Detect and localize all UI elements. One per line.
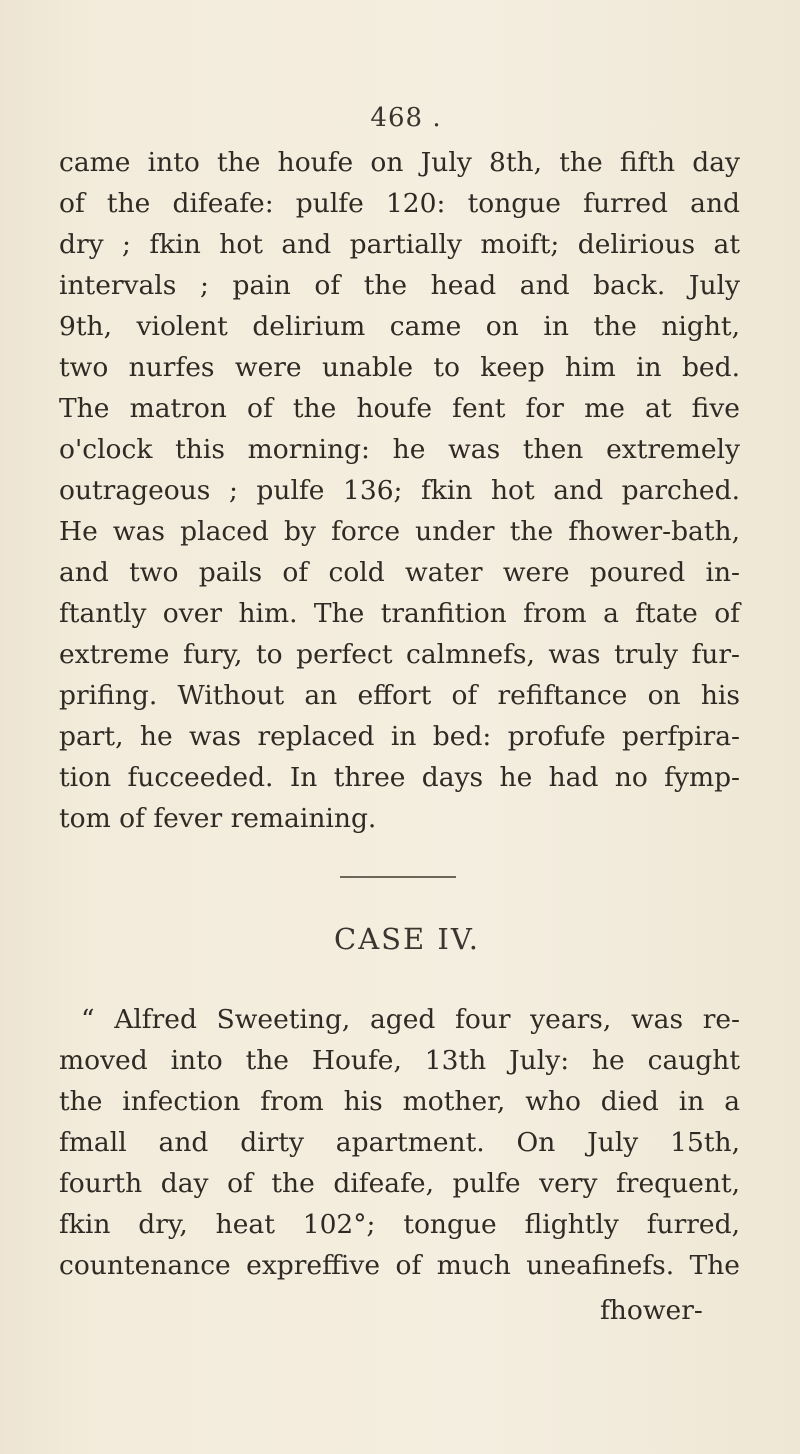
text-line: 9th, violent delirium came on in the night, [59, 311, 740, 342]
page-number: 468 . [370, 103, 442, 133]
text-line: prifing. Without an effort of refiftance on his [59, 680, 740, 711]
case-heading: CASE IV. [334, 922, 480, 956]
text-line: intervals ; pain of the head and back. July [59, 270, 740, 301]
text-line: part, he was replaced in bed: profufe perfpira- [59, 721, 740, 752]
text-line: fkin dry, heat 102°; tongue flightly furred, [59, 1209, 740, 1240]
section-divider [340, 876, 456, 878]
text-line: fourth day of the difeafe, pulfe very frequent, [59, 1168, 740, 1199]
text-line: fmall and dirty apartment. On July 15th, [59, 1127, 740, 1158]
text-line: “ Alfred Sweeting, aged four years, was re- [81, 1004, 740, 1035]
text-line: The matron of the houfe fent for me at five [59, 393, 740, 424]
text-line: tom of fever remaining. [59, 803, 377, 834]
text-line: moved into the Houfe, 13th July: he caught [59, 1045, 740, 1076]
text-line: He was placed by force under the fhower-bath, [59, 516, 740, 547]
text-line: countenance expreffive of much uneafinefs. The [59, 1250, 740, 1281]
text-line: outrageous ; pulfe 136; fkin hot and parched. [59, 475, 740, 506]
text-line: dry ; fkin hot and partially moift; delirious at [59, 229, 740, 260]
text-line: o'clock this morning: he was then extremely [59, 434, 740, 465]
text-line: ftantly over him. The tranfition from a ftate of [59, 598, 740, 629]
text-line: two nurfes were unable to keep him in bed. [59, 352, 740, 383]
catchword: fhower- [600, 1295, 703, 1326]
text-line: and two pails of cold water were poured in- [59, 557, 740, 588]
text-line: of the difeafe: pulfe 120: tongue furred and [59, 188, 740, 219]
text-line: the infection from his mother, who died in a [59, 1086, 740, 1117]
text-line: came into the houfe on July 8th, the fifth day [59, 147, 740, 178]
text-line: tion fucceeded. In three days he had no fymp- [59, 762, 740, 793]
text-line: extreme fury, to perfect calmnefs, was truly fur- [59, 639, 740, 670]
